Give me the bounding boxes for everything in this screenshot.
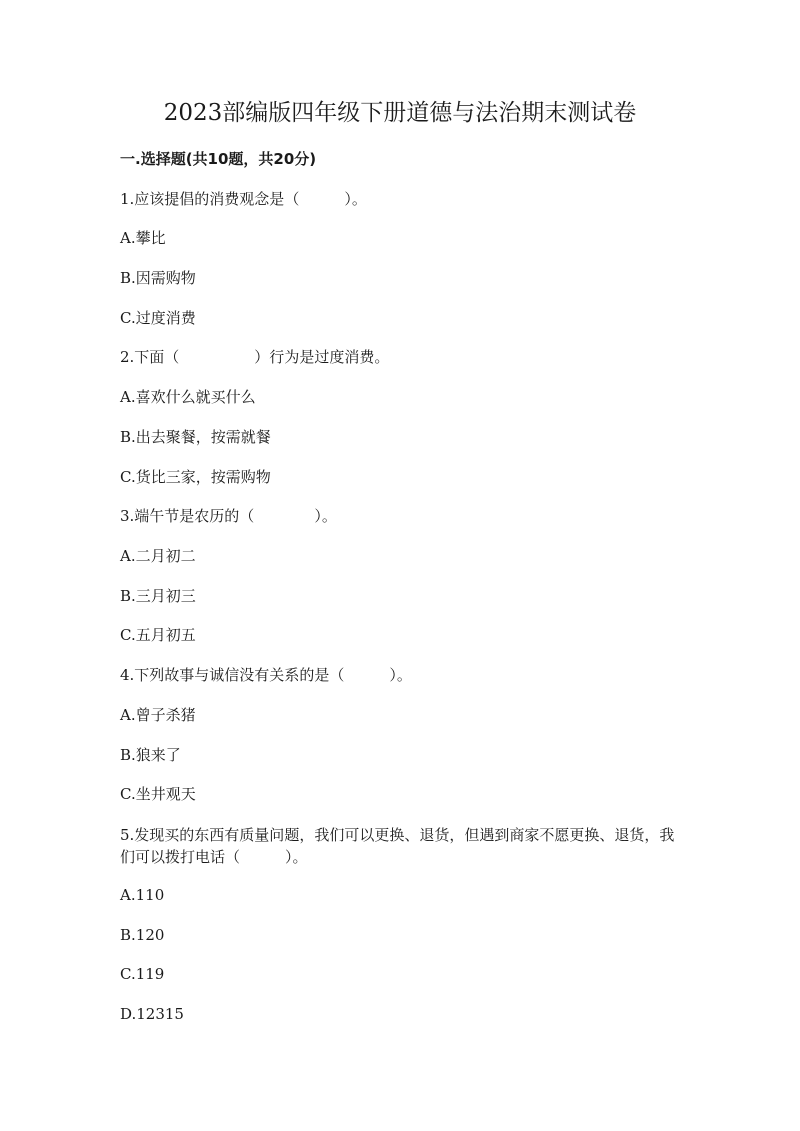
option-5-d: D.12315: [120, 1005, 184, 1023]
section-heading: 一.选择题(共10题，共20分): [120, 150, 317, 168]
question-stem-3: 3.端午节是农历的（ ）。: [120, 507, 337, 525]
option-4-c: C.坐井观天: [120, 785, 196, 803]
question-stem-1: 1.应该提倡的消费观念是（ ）。: [120, 190, 367, 208]
option-2-b: B.出去聚餐，按需就餐: [120, 428, 271, 446]
question-stem-2: 2.下面（ ）行为是过度消费。: [120, 348, 390, 366]
option-5-b: B.120: [120, 926, 165, 944]
option-2-c: C.货比三家，按需购物: [120, 468, 271, 486]
option-5-c: C.119: [120, 965, 165, 983]
option-2-a: A.喜欢什么就买什么: [120, 388, 256, 406]
question-stem-4: 4.下列故事与诚信没有关系的是（ ）。: [120, 666, 412, 684]
option-4-a: A.曾子杀猪: [120, 706, 196, 724]
option-1-a: A.攀比: [120, 229, 166, 247]
option-3-b: B.三月初三: [120, 587, 196, 605]
option-5-a: A.110: [120, 886, 165, 904]
option-1-c: C.过度消费: [120, 309, 196, 327]
option-3-a: A.二月初二: [120, 547, 196, 565]
option-3-c: C.五月初五: [120, 626, 196, 644]
option-1-b: B.因需购物: [120, 269, 196, 287]
exam-title: 2023部编版四年级下册道德与法治期末测试卷: [163, 100, 637, 126]
question-stem-5: 5.发现买的东西有质量问题，我们可以更换、退货，但遇到商家不愿更换、退货，我们可以拨打电话（ ）。: [120, 826, 675, 866]
option-4-b: B.狼来了: [120, 746, 181, 764]
